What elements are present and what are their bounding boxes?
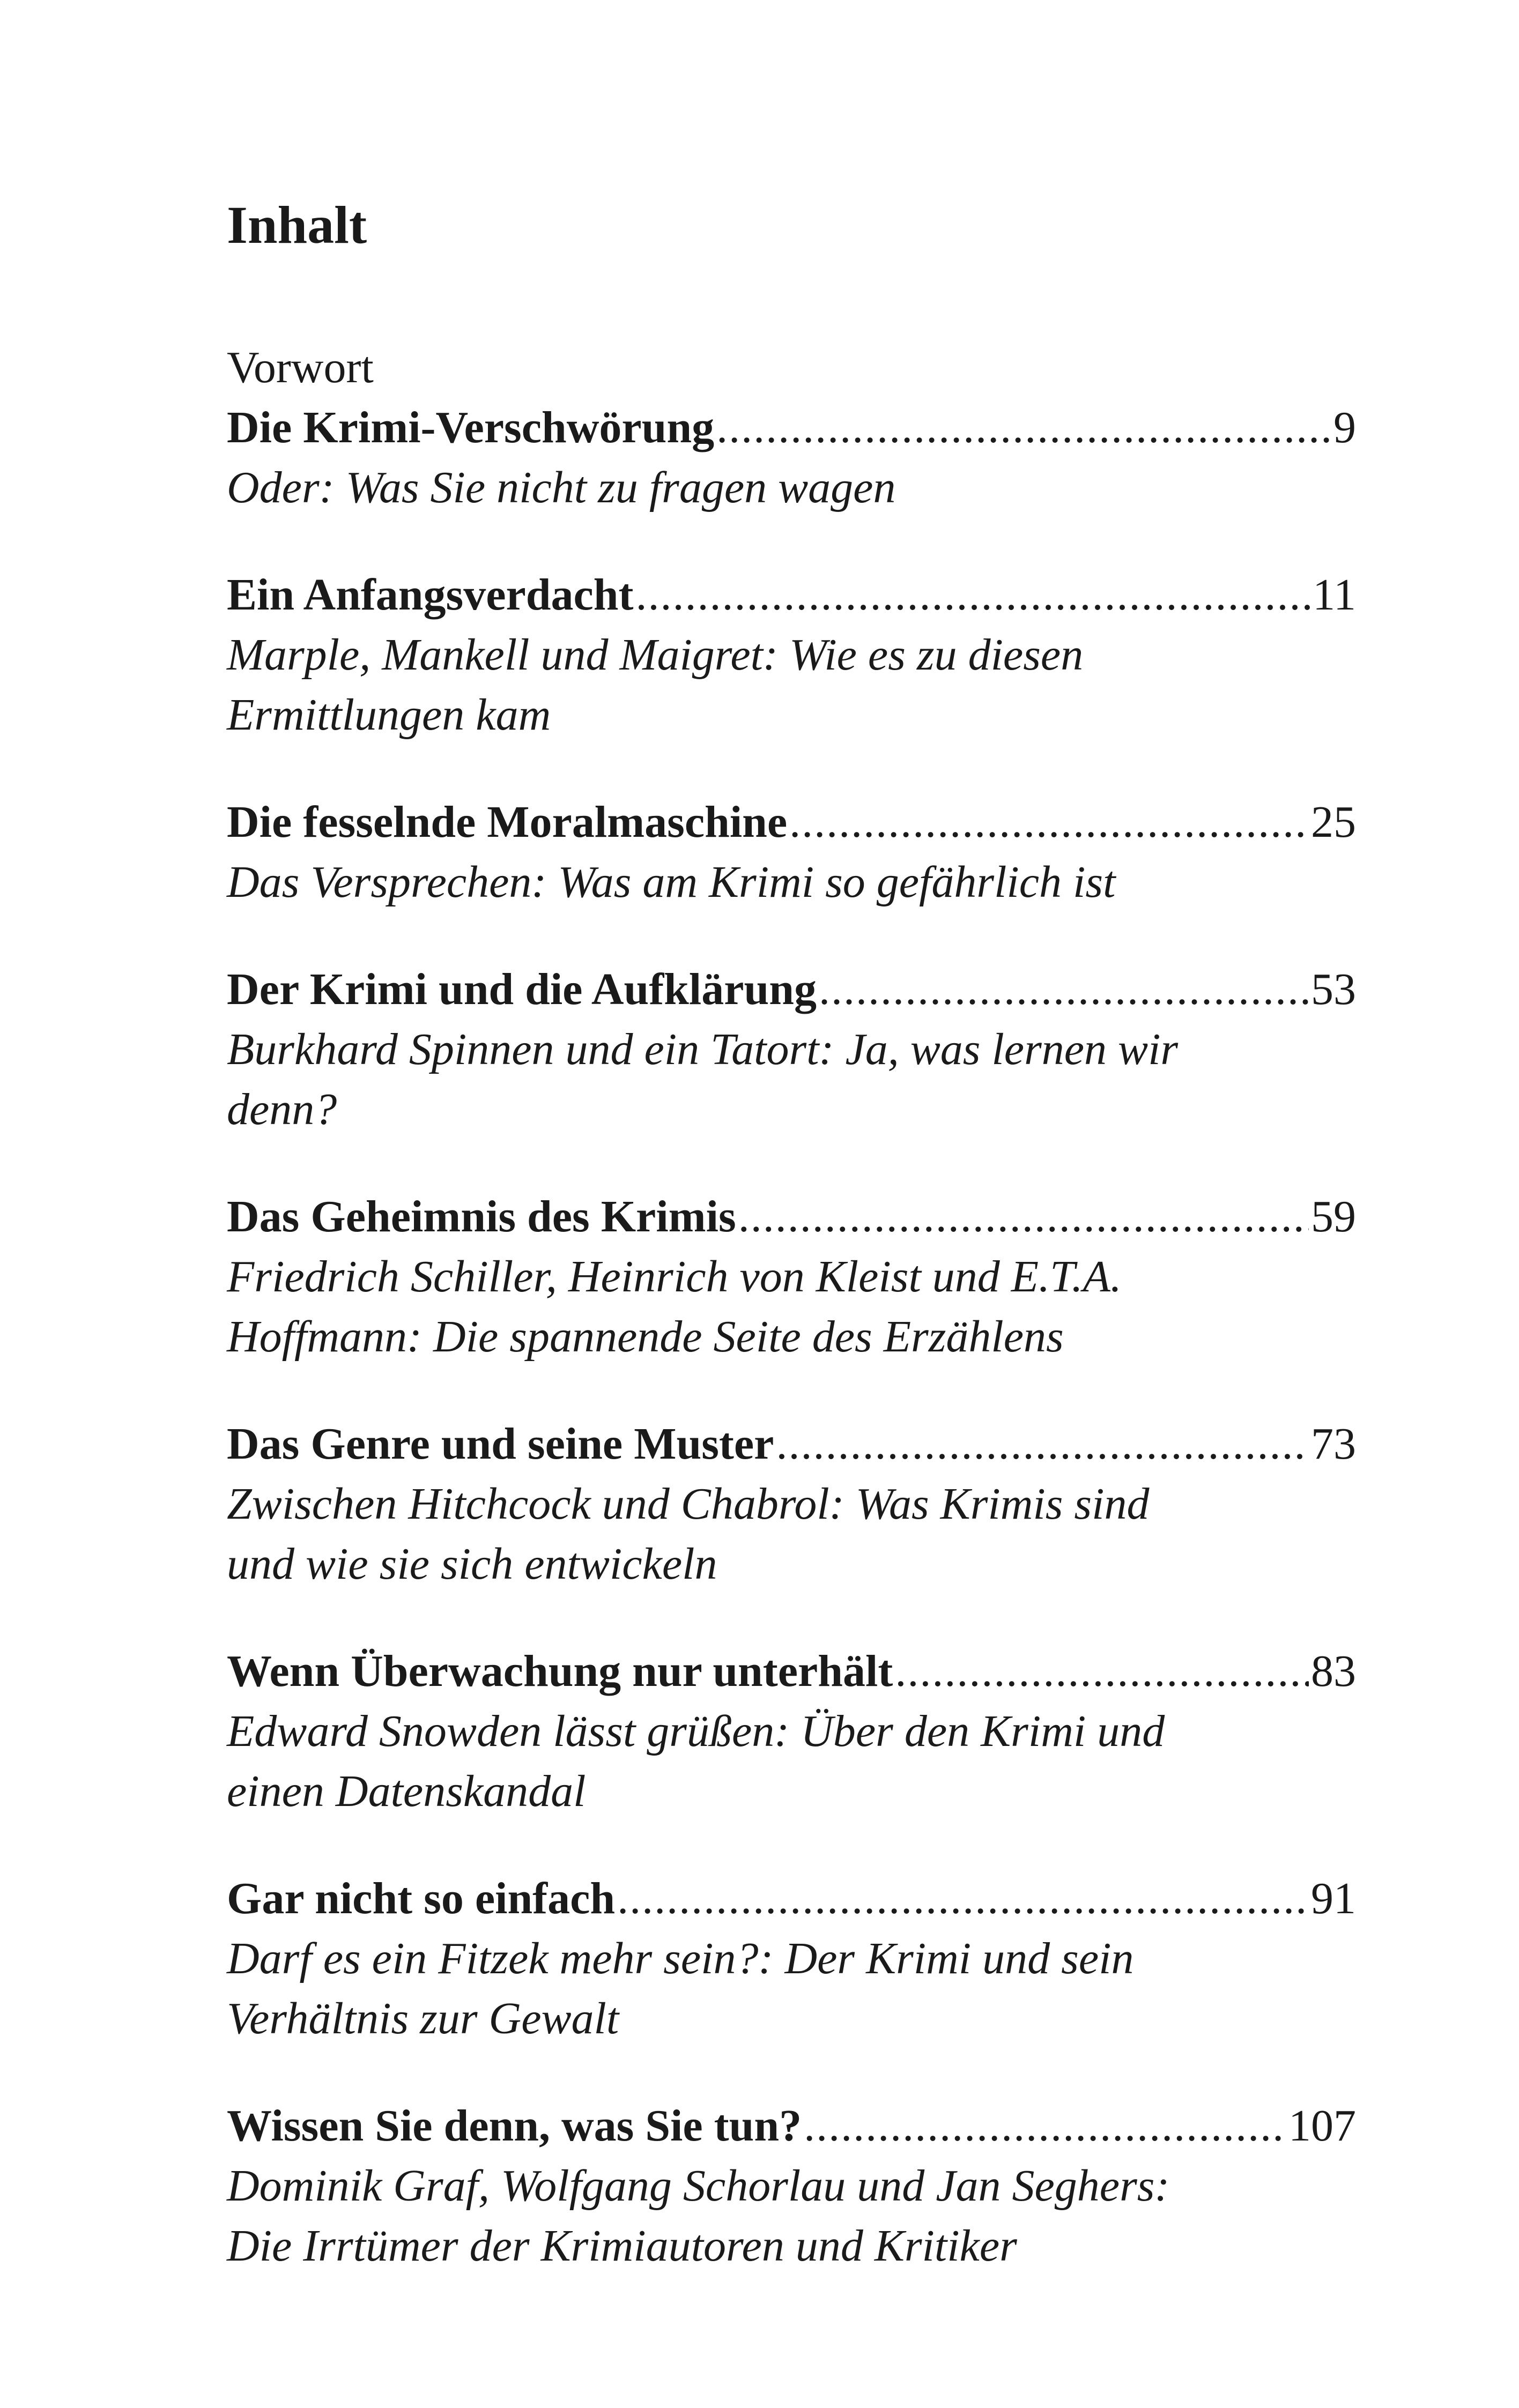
chapter-title: Wenn Überwachung nur unterhält: [227, 1646, 893, 1696]
toc-entry-heading: [227, 1414, 1356, 1474]
dot-leader: [789, 792, 1309, 852]
page-number: 11: [1313, 570, 1356, 620]
chapter-title: Gar nicht so einfach: [227, 1874, 616, 1923]
chapter-subtitle-line: Ermittlungen kam: [227, 690, 551, 740]
toc-entry-heading: [227, 565, 1356, 625]
page-title: Inhalt: [227, 195, 367, 255]
toc-entry: [227, 960, 1356, 1140]
page-number: 83: [1311, 1646, 1356, 1696]
chapter-subtitle-line: Dominik Graf, Wolfgang Schorlau und Jan Seghers:: [227, 2161, 1170, 2211]
toc-entry-heading: [227, 1869, 1356, 1929]
table-of-contents: [227, 193, 1356, 2323]
toc-entry-heading: [227, 398, 1356, 458]
chapter-title: Wissen Sie denn, was Sie tun?: [227, 2101, 802, 2151]
page-number: 73: [1311, 1419, 1356, 1469]
chapter-subtitle-line: Die Irrtümer der Krimiautoren und Kritiker: [227, 2221, 1017, 2271]
page-number: 59: [1311, 1192, 1356, 1242]
toc-entry: [227, 792, 1356, 912]
chapter-title: Ein Anfangsverdacht: [227, 570, 634, 620]
chapter-subtitle-line: Edward Snowden lässt grüßen: Über den Krimi und: [227, 1706, 1165, 1756]
toc-entries: [227, 398, 1356, 2276]
chapter-subtitle-line: Darf es ein Fitzek mehr sein?: Der Krimi und sein: [227, 1934, 1134, 1983]
toc-entry: [227, 1414, 1356, 1594]
page-number: 107: [1288, 2101, 1356, 2151]
dot-leader: [895, 1641, 1309, 1701]
chapter-subtitle-line: und wie sie sich entwickeln: [227, 1539, 717, 1589]
toc-entry-heading: [227, 1641, 1356, 1701]
page-number: 25: [1311, 797, 1356, 847]
toc-entry-heading: [227, 1187, 1356, 1247]
dot-leader: [819, 960, 1309, 1020]
chapter-title: Das Genre und seine Muster: [227, 1419, 774, 1469]
dot-leader: [738, 1187, 1309, 1247]
toc-entry: [227, 1869, 1356, 2049]
chapter-subtitle-line: Zwischen Hitchcock und Chabrol: Was Krimis sind: [227, 1479, 1150, 1529]
toc-entry-heading: [227, 960, 1356, 1020]
dot-leader: [617, 1869, 1309, 1929]
dot-leader: [716, 398, 1331, 458]
dot-leader: [776, 1414, 1309, 1474]
dot-leader: [635, 565, 1310, 625]
page-number: 9: [1333, 403, 1356, 452]
chapter-title: Das Geheimnis des Krimis: [227, 1192, 736, 1242]
chapter-subtitle-line: Friedrich Schiller, Heinrich von Kleist und E.T.A.: [227, 1252, 1122, 1302]
toc-entry: [227, 1641, 1356, 1822]
toc-entry: [227, 398, 1356, 518]
preface-label: Vorwort: [227, 343, 374, 392]
toc-entry-heading: [227, 792, 1356, 852]
chapter-title: Die fesselnde Moralmaschine: [227, 797, 788, 847]
chapter-subtitle-line: einen Datenskandal: [227, 1766, 586, 1816]
page-number: 53: [1311, 964, 1356, 1014]
toc-entry: [227, 1187, 1356, 1367]
chapter-title: Die Krimi-Verschwörung: [227, 403, 715, 452]
chapter-subtitle-line: Hoffmann: Die spannende Seite des Erzählens: [227, 1312, 1064, 1362]
chapter-subtitle-line: Oder: Was Sie nicht zu fragen wagen: [227, 463, 896, 512]
page-number: 91: [1311, 1874, 1356, 1923]
chapter-subtitle-line: Marple, Mankell und Maigret: Wie es zu diesen: [227, 630, 1084, 680]
chapter-subtitle-line: Verhältnis zur Gewalt: [227, 1994, 619, 2043]
chapter-title: Der Krimi und die Aufklärung: [227, 964, 817, 1014]
toc-entry: [227, 565, 1356, 745]
chapter-subtitle-line: Burkhard Spinnen und ein Tatort: Ja, was lernen wir: [227, 1024, 1179, 1074]
chapter-subtitle-line: denn?: [227, 1084, 337, 1134]
toc-entry: [227, 2096, 1356, 2276]
toc-entry-heading: [227, 2096, 1356, 2156]
dot-leader: [804, 2096, 1286, 2156]
chapter-subtitle-line: Das Versprechen: Was am Krimi so gefährlich ist: [227, 857, 1116, 907]
